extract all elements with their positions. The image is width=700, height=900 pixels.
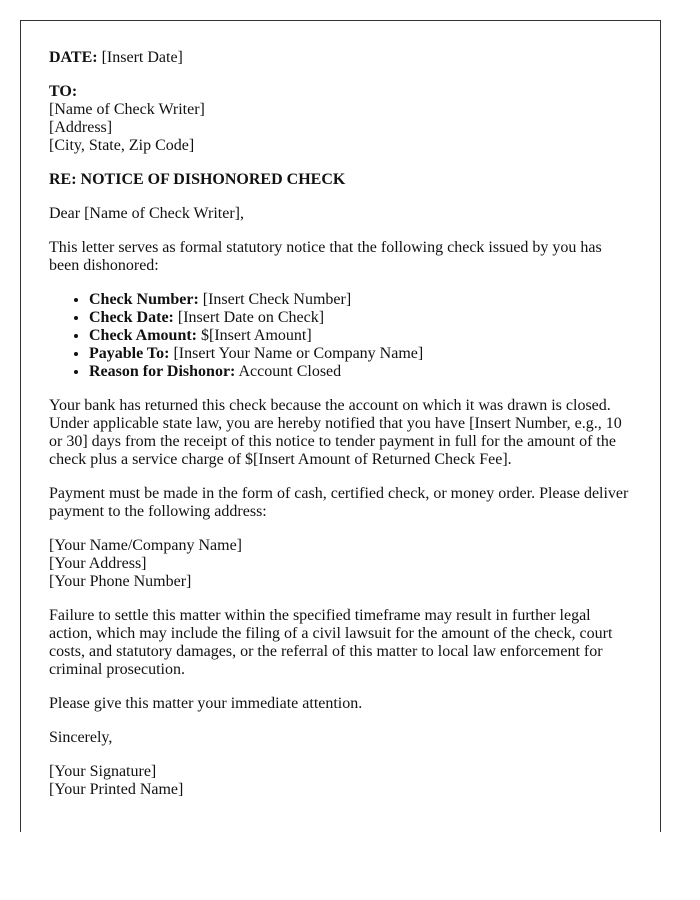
notice-paragraph: Your bank has returned this check because the account on which it was drawn is closed. Under applicable state law, you are hereby notified that you have [Insert Number, e.g., 10 or 30] days from the receipt of this notice to tender payment in full for the amount of the check plus a service charge of $[Insert Amount of Returned Check Fee]. <box>49 397 622 468</box>
payee-address-block: [Your Name/Company Name] [Your Address] [Your Phone Number] <box>49 537 243 590</box>
salutation: Dear [Name of Check Writer], <box>49 205 244 222</box>
payment-paragraph: Payment must be made in the form of cash, certified check, or money order. Please deliver payment to the following address: <box>49 485 629 520</box>
closing: Sincerely, <box>49 729 113 746</box>
list-item: • Payable To: [Insert Your Name or Company Name] <box>89 345 630 363</box>
date-line: DATE: [Insert Date] <box>49 49 183 66</box>
recipient-block: TO: [Name of Check Writer] [Address] [City, State, Zip Code] <box>49 83 205 154</box>
check-details-list <box>49 291 630 381</box>
subject-line: RE: NOTICE OF DISHONORED CHECK <box>49 171 346 188</box>
list-item: • Reason for Dishonor: Account Closed <box>89 363 630 381</box>
list-item: • Check Date: [Insert Date on Check] <box>89 309 630 327</box>
list-item: • Check Number: [Insert Check Number] <box>89 291 630 309</box>
attention-paragraph: Please give this matter your immediate attention. <box>49 695 363 712</box>
intro-paragraph: This letter serves as formal statutory notice that the following check issued by you has been dishonored: <box>49 239 602 274</box>
consequences-paragraph: Failure to settle this matter within the specified timeframe may result in further legal action, which may include the filing of a civil lawsuit for the amount of the check, court costs, and statutory damages, or the referral of this matter to local law enforcement for criminal prosecution. <box>49 607 613 678</box>
list-item: • Check Amount: $[Insert Amount] <box>89 327 630 345</box>
letter-page <box>20 20 661 832</box>
signature-block: [Your Signature] [Your Printed Name] <box>49 763 184 798</box>
